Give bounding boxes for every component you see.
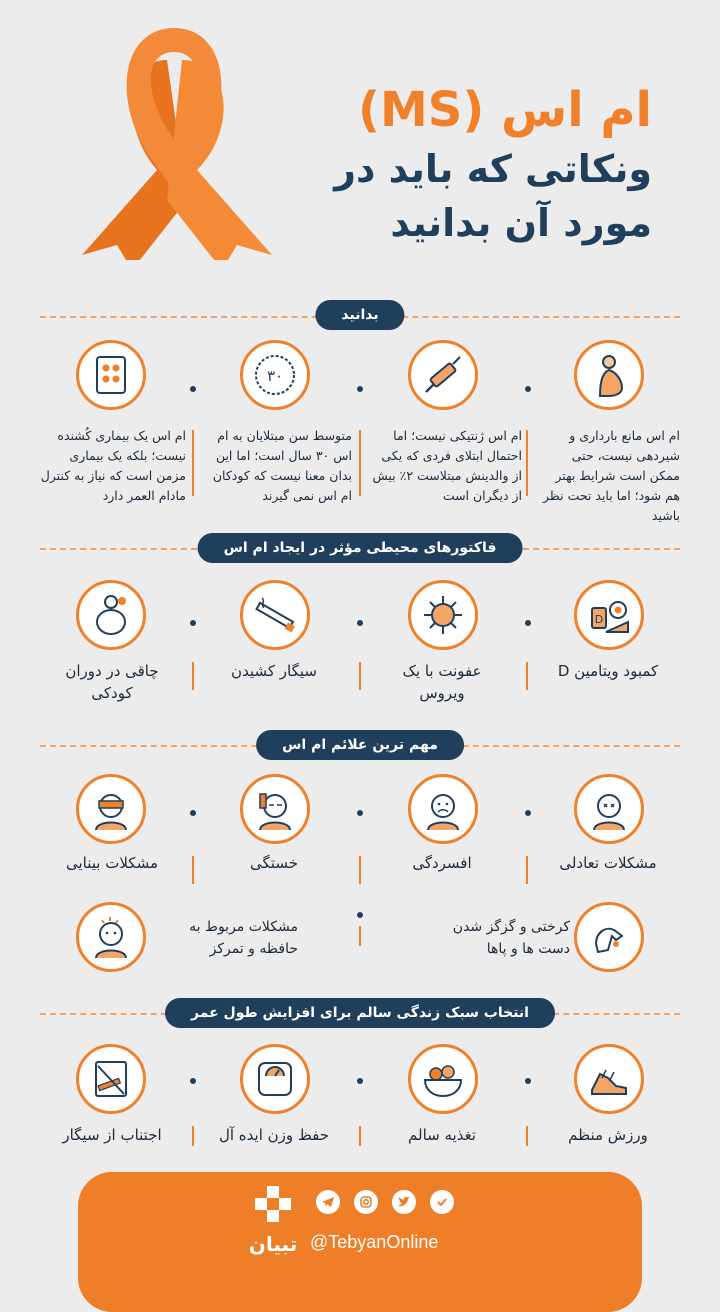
fruit-bowl-icon bbox=[408, 1044, 478, 1114]
know-item-text: ام اس ژنتیکی نیست؛ اما احتمال ابتلای فردی که یکی از والدینش مبتلاست ۲٪ بیش از دیگران است bbox=[372, 428, 522, 503]
no-smoking-icon bbox=[76, 1044, 146, 1114]
page-title: ام اس (MS) bbox=[358, 82, 652, 138]
numb-hands-icon bbox=[574, 902, 644, 972]
symptom-item-text: مشکلات مربوط به حافظه و تمرکز bbox=[189, 919, 298, 957]
title-block bbox=[334, 78, 652, 250]
cigarette-icon bbox=[240, 580, 310, 650]
separator-dot bbox=[357, 386, 363, 392]
column-divider bbox=[359, 430, 361, 496]
separator-dot bbox=[525, 386, 531, 392]
sad-face-icon bbox=[408, 774, 478, 844]
pills-icon bbox=[76, 340, 146, 410]
section-title-factors: فاکتورهای محیطی مؤثر در ایجاد ام اس bbox=[198, 533, 523, 563]
column-divider bbox=[359, 926, 361, 946]
factor-item-text: سیگار کشیدن bbox=[231, 662, 317, 680]
svg-text:D: D bbox=[594, 613, 604, 626]
svg-text:۳۰: ۳۰ bbox=[266, 367, 284, 385]
footer bbox=[78, 1172, 642, 1312]
column-divider bbox=[359, 662, 361, 690]
twitter-icon[interactable] bbox=[392, 1190, 416, 1214]
telegram-icon[interactable] bbox=[316, 1190, 340, 1214]
section-title-symptoms: مهم ترین علائم ام اس bbox=[256, 730, 464, 760]
know-item-text: ام اس مانع بارداری و شیردهی نیست، حتی ممکن است شرایط بهتر هم شود؛ اما باید تحت نظر باشید bbox=[542, 428, 680, 523]
dizzy-face-icon bbox=[574, 774, 644, 844]
lifestyle-item-text: تغذیه سالم bbox=[408, 1126, 476, 1144]
scale-icon bbox=[240, 1044, 310, 1114]
instagram-icon[interactable] bbox=[354, 1190, 378, 1214]
separator-dot bbox=[357, 912, 363, 918]
running-shoe-icon bbox=[574, 1044, 644, 1114]
confused-face-icon bbox=[76, 902, 146, 972]
bale-icon[interactable] bbox=[430, 1190, 454, 1214]
column-divider bbox=[359, 856, 361, 884]
obese-child-icon bbox=[76, 580, 146, 650]
factor-item-text: عفونت با یک ویروس bbox=[402, 662, 482, 702]
lifestyle-item-text: حفظ وزن ایده آل bbox=[218, 1126, 330, 1144]
column-divider bbox=[526, 1126, 528, 1146]
symptom-item-text: خستگی bbox=[250, 854, 298, 872]
awareness-ribbon-icon bbox=[62, 20, 292, 260]
syringe-dna-icon bbox=[408, 340, 478, 410]
separator-dot bbox=[357, 1078, 363, 1084]
symptom-item-text: افسردگی bbox=[412, 854, 472, 872]
column-divider bbox=[526, 856, 528, 884]
virus-icon bbox=[408, 580, 478, 650]
separator-dot bbox=[525, 810, 531, 816]
blindfold-face-icon bbox=[76, 774, 146, 844]
section-title-know: بدانید bbox=[315, 300, 404, 330]
lifestyle-item-text: اجتناب از سیگار bbox=[62, 1126, 162, 1144]
tired-face-icon bbox=[240, 774, 310, 844]
age-30-icon bbox=[240, 340, 310, 410]
column-divider bbox=[192, 856, 194, 884]
separator-dot bbox=[190, 1078, 196, 1084]
vitamin-d-icon bbox=[574, 580, 644, 650]
separator-dot bbox=[357, 620, 363, 626]
column-divider bbox=[192, 662, 194, 690]
brand-name: تبیان bbox=[248, 1232, 298, 1256]
separator-dot bbox=[190, 620, 196, 626]
column-divider bbox=[192, 430, 194, 496]
pregnant-woman-icon bbox=[574, 340, 644, 410]
know-item-text: متوسط سن مبتلایان به ام اس ۳۰ سال است؛ اما این بدان معنا نیست که کودکان ام اس نمی گیرند bbox=[212, 428, 352, 503]
separator-dot bbox=[357, 810, 363, 816]
separator-dot bbox=[525, 1078, 531, 1084]
factor-item-text: کمبود ویتامین D bbox=[557, 662, 659, 680]
section-title-lifestyle: انتخاب سبک زندگی سالم برای افزایش طول عمر bbox=[165, 998, 555, 1028]
lifestyle-item-text: ورزش منظم bbox=[568, 1126, 648, 1144]
column-divider bbox=[526, 430, 528, 496]
symptom-item-text: مشکلات بینایی bbox=[65, 854, 158, 872]
tebyan-logo-icon bbox=[250, 1186, 296, 1230]
separator-dot bbox=[190, 810, 196, 816]
know-item-text: ام اس یک بیماری کُشنده نیست؛ بلکه یک بیماری مزمن است که نیاز به کنترل مادام العمر دارد bbox=[40, 428, 186, 503]
separator-dot bbox=[525, 620, 531, 626]
column-divider bbox=[526, 662, 528, 690]
separator-dot bbox=[190, 386, 196, 392]
factor-item-text: چاقی در دوران کودکی bbox=[65, 662, 159, 702]
symptom-item-text: مشکلات تعادلی bbox=[559, 854, 657, 872]
page-subtitle-line1: ونکاتی که باید در bbox=[334, 147, 652, 191]
symptom-item-text: کرختی و گزگز شدن دست ها و پاها bbox=[452, 919, 570, 957]
social-handle[interactable]: @TebyanOnline bbox=[310, 1232, 439, 1252]
page-subtitle-line2: مورد آن بدانید bbox=[390, 201, 652, 245]
column-divider bbox=[359, 1126, 361, 1146]
column-divider bbox=[192, 1126, 194, 1146]
